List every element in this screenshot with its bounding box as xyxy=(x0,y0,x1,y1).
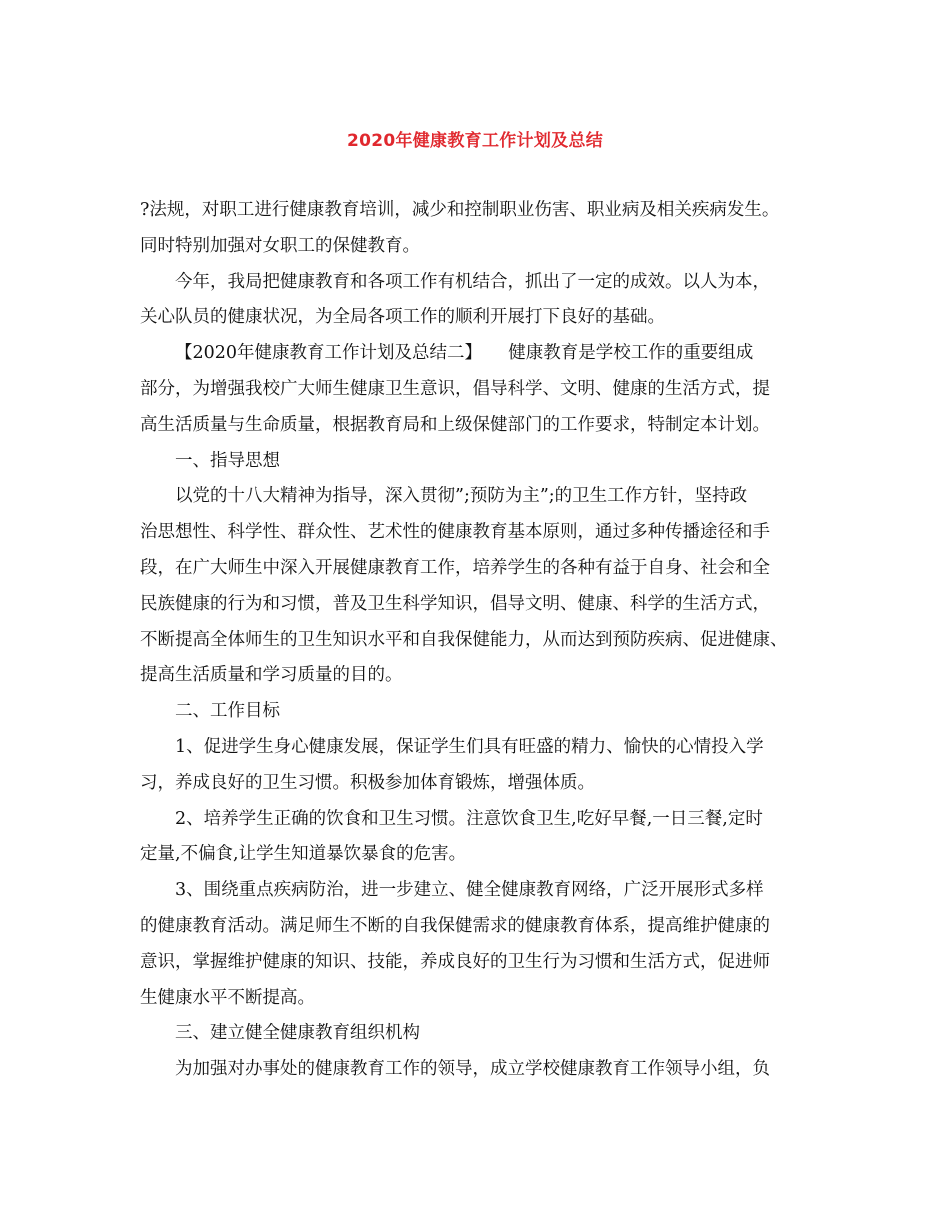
text-line: 意识，掌握维护健康的知识、技能，养成良好的卫生行为习惯和生活方式，促进师 xyxy=(140,951,770,972)
text-line: 提高生活质量和学习质量的目的。 xyxy=(140,665,403,686)
text-line: 一、指导思想 xyxy=(175,450,280,471)
text-line: 1、促进学生身心健康发展，保证学生们具有旺盛的精力、愉快的心情投入学 xyxy=(175,736,764,757)
text-line: 不断提高全体师生的卫生知识水平和自我保健能力，从而达到预防疾病、促进健康、 xyxy=(140,629,788,650)
text-line: 二、工作目标 xyxy=(175,701,280,722)
text-line: 今年，我局把健康教育和各项工作有机结合，抓出了一定的成效。以人为本， xyxy=(175,271,770,292)
text-line: 定量,不偏食,让学生知道暴饮暴食的危害。 xyxy=(140,844,467,865)
text-line: 习，养成良好的卫生习惯。积极参加体育锻炼，增强体质。 xyxy=(140,772,595,793)
text-line: 部分，为增强我校广大师生健康卫生意识，倡导科学、文明、健康的生活方式，提 xyxy=(140,378,770,399)
text-line: 以党的十八大精神为指导，深入贯彻”;预防为主”;的卫生工作方针，坚持政 xyxy=(175,486,748,507)
text-line: 同时特别加强对女职工的保健教育。 xyxy=(140,235,420,256)
document-body xyxy=(140,193,826,1088)
text-line: 3、围绕重点疾病防治，进一步建立、健全健康教育网络，广泛开展形式多样 xyxy=(175,880,764,901)
text-line: 高生活质量与生命质量，根据教育局和上级保健部门的工作要求，特制定本计划。 xyxy=(140,414,770,435)
text-line: 民族健康的行为和习惯，普及卫生科学知识，倡导文明、健康、科学的生活方式， xyxy=(140,593,770,614)
text-line: 为加强对办事处的健康教育工作的领导，成立学校健康教育工作领导小组，负 xyxy=(175,1059,770,1080)
text-line: 三、建立健全健康教育组织机构 xyxy=(175,1023,420,1044)
text-line: 2、培养学生正确的饮食和卫生习惯。注意饮食卫生,吃好早餐,一日三餐,定时 xyxy=(175,808,763,829)
text-line: 治思想性、科学性、群众性、艺术性的健康教育基本原则，通过多种传播途径和手 xyxy=(140,522,770,543)
text-line: 生健康水平不断提高。 xyxy=(140,987,315,1008)
text-line: ?法规，对职工进行健康教育培训，减少和控制职业伤害、职业病及相关疾病发生。 xyxy=(140,200,780,220)
document-title: 2020年健康教育工作计划及总结 xyxy=(346,131,604,151)
text-line: 段，在广大师生中深入开展健康教育工作，培养学生的各种有益于自身、社会和全 xyxy=(140,557,770,578)
text-line: 【2020年健康教育工作计划及总结二】 健康教育是学校工作的重要组成 xyxy=(175,343,754,364)
text-line: 关心队员的健康状况，为全局各项工作的顺利开展打下良好的基础。 xyxy=(140,307,665,328)
text-line: 的健康教育活动。满足师生不断的自我保健需求的健康教育体系，提高维护健康的 xyxy=(140,915,770,936)
